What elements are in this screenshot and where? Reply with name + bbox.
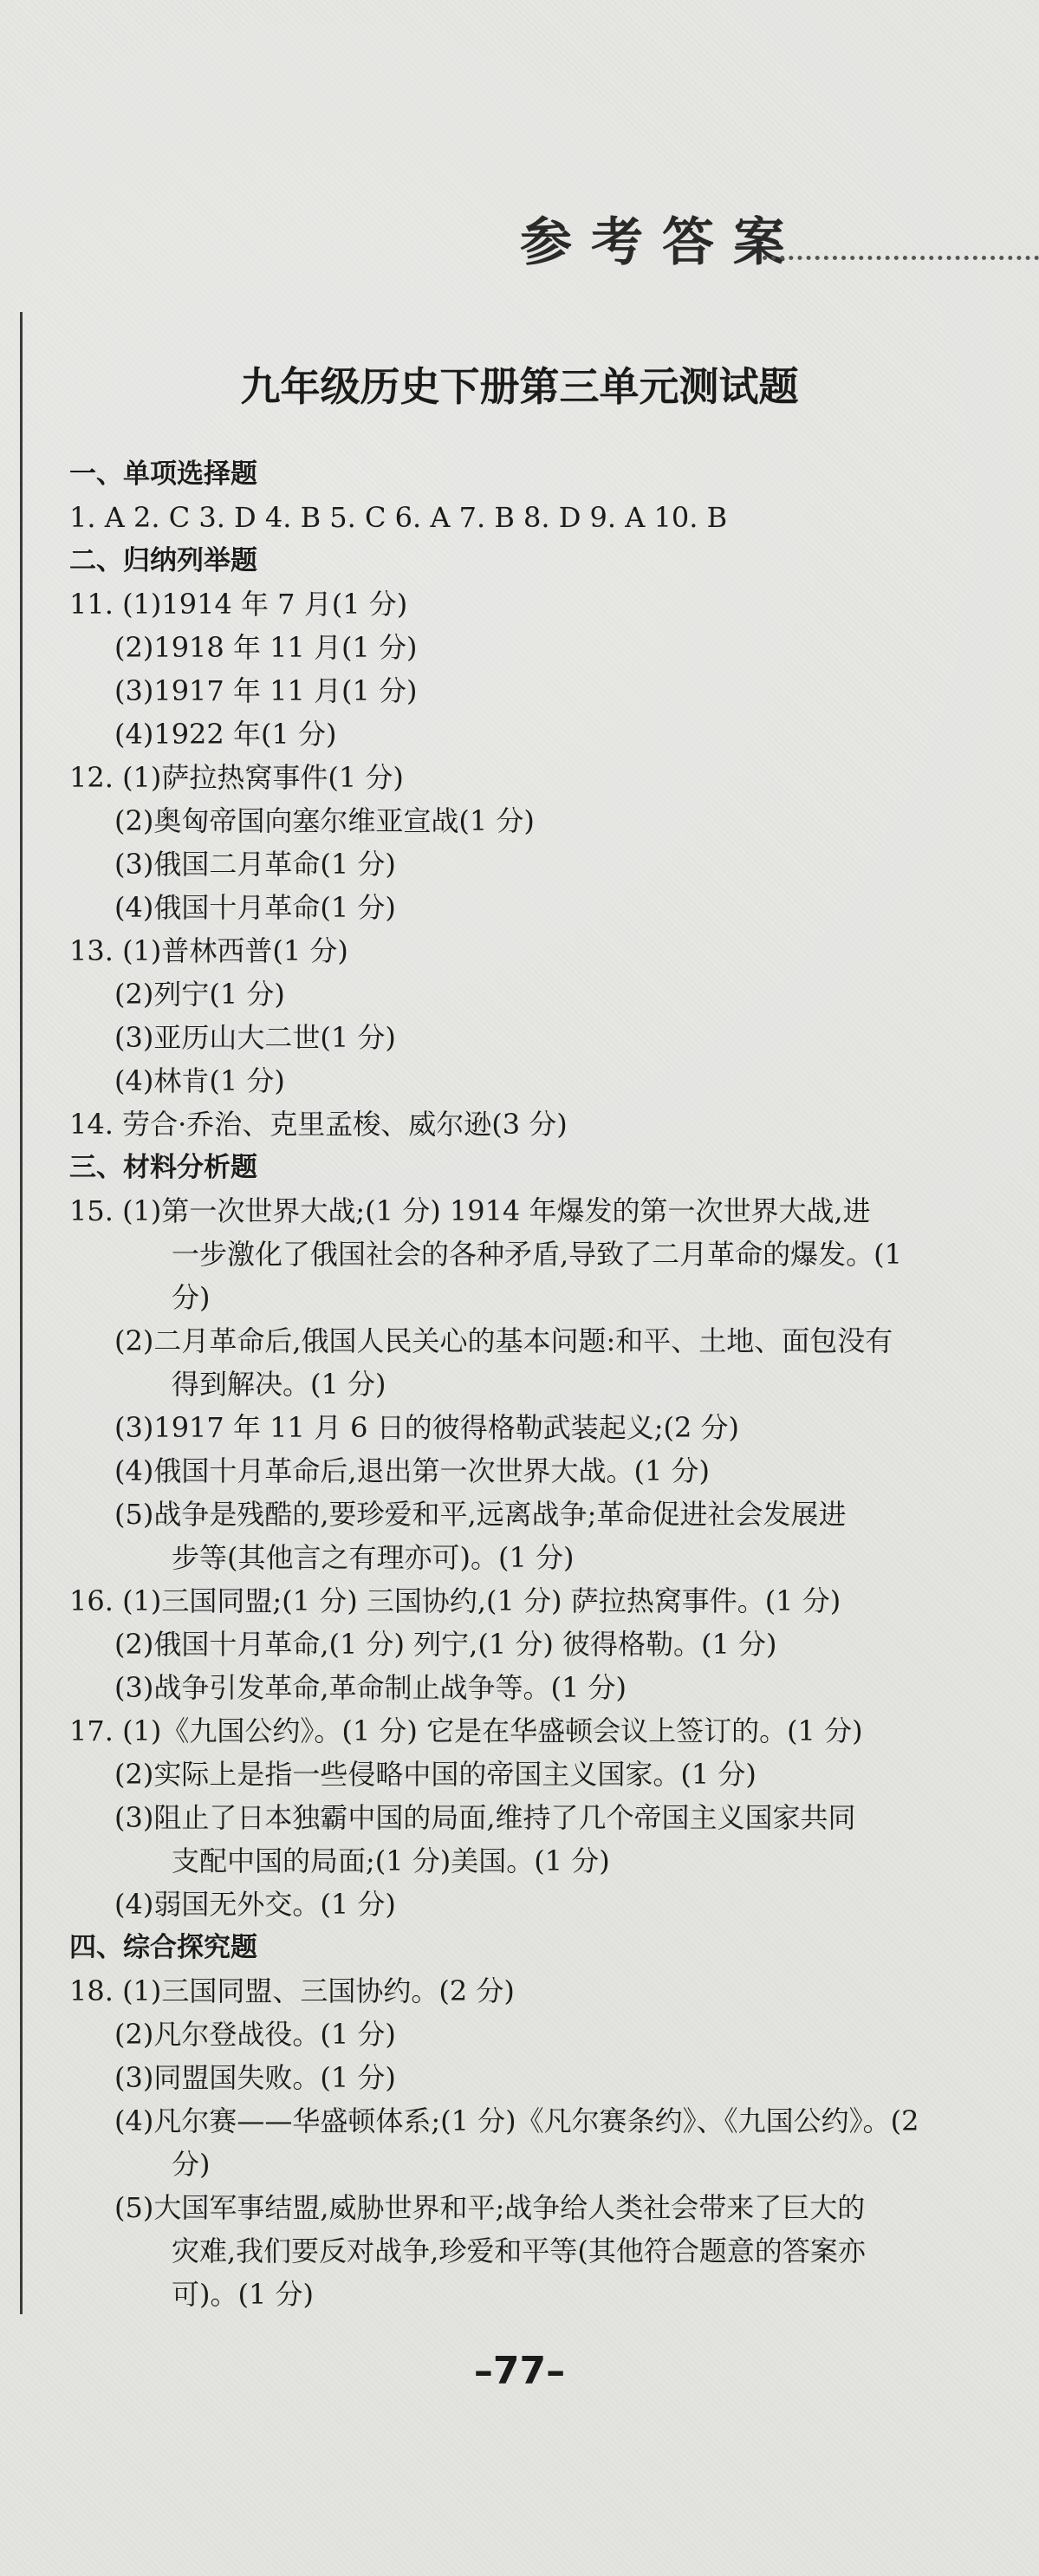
answer-line: 12. (1)萨拉热窝事件(1 分) [69,761,404,794]
answer-line: (2)奥匈帝国向塞尔维亚宣战(1 分) [114,804,535,837]
left-margin-rule [20,312,23,2314]
answer-line: 16. (1)三国同盟;(1 分) 三国协约,(1 分) 萨拉热窝事件。(1 分) [69,1584,841,1617]
answer-line: 1. A 2. C 3. D 4. B 5. C 6. A 7. B 8. D 9. A 10. B [69,501,728,534]
section-heading: 四、综合探究题 [69,1932,257,1963]
answer-line: 支配中国的局面;(1 分)美国。(1 分) [172,1844,610,1877]
answer-line: 18. (1)三国同盟、三国协约。(2 分) [69,1974,515,2007]
answer-line: (4)俄国十月革命后,退出第一次世界大战。(1 分) [114,1454,711,1487]
answer-line: (2)实际上是指一些侵略中国的帝国主义国家。(1 分) [114,1758,757,1791]
answer-line: (2)凡尔登战役。(1 分) [114,2018,396,2051]
answer-line: (3)阻止了日本独霸中国的局面,维持了几个帝国主义国家共同 [114,1801,856,1834]
answer-line: (2)1918 年 11 月(1 分) [114,631,418,664]
answer-line: 步等(其他言之有理亦可)。(1 分) [172,1541,575,1574]
answer-line: (2)俄国十月革命,(1 分) 列宁,(1 分) 彼得格勒。(1 分) [114,1628,777,1661]
answer-line: 11. (1)1914 年 7 月(1 分) [69,588,408,621]
answer-key-header: 参考答案 [520,212,804,273]
section-heading: 二、归纳列举题 [69,545,257,576]
answer-line: (5)大国军事结盟,威胁世界和平;战争给人类社会带来了巨大的 [114,2191,866,2224]
answer-line: (5)战争是残酷的,要珍爱和平,远离战争;革命促进社会发展进 [114,1498,847,1531]
answer-line: 14. 劳合·乔治、克里孟梭、威尔逊(3 分) [69,1108,568,1141]
answer-line: (3)战争引发革命,革命制止战争等。(1 分) [114,1671,627,1704]
section-heading: 一、单项选择题 [69,459,257,490]
answer-line: (2)列宁(1 分) [114,978,285,1011]
answer-line: (3)同盟国失败。(1 分) [114,2061,396,2094]
answer-line: (4)1922 年(1 分) [114,718,337,751]
document-title: 九年级历史下册第三单元测试题 [240,363,799,410]
answer-line: (2)二月革命后,俄国人民关心的基本问题:和平、土地、面包没有 [114,1324,893,1357]
answer-line: (4)弱国无外交。(1 分) [114,1888,396,1921]
answer-line: 分) [172,2148,211,2181]
answer-line: (3)俄国二月革命(1 分) [114,848,396,881]
answer-line: (4)林肯(1 分) [114,1064,285,1097]
answer-line: 13. (1)普林西普(1 分) [69,934,348,967]
answer-content [69,452,988,2316]
answer-line: 一步激化了俄国社会的各种矛盾,导致了二月革命的爆发。(1 [172,1238,903,1271]
page-number: –77– [473,2349,566,2393]
answer-line: 可)。(1 分) [172,2278,314,2311]
answer-line: (3)1917 年 11 月(1 分) [114,674,418,707]
answer-line: 17. (1)《九国公约》。(1 分) 它是在华盛顿会议上签订的。(1 分) [69,1714,863,1747]
answer-line: 灾难,我们要反对战争,珍爱和平等(其他符合题意的答案亦 [172,2234,866,2267]
answer-line: 得到解决。(1 分) [172,1368,386,1401]
header-dotted-rule [763,256,1039,260]
answer-line: (3)1917 年 11 月 6 日的彼得格勒武装起义;(2 分) [114,1411,739,1444]
answer-line: (3)亚历山大二世(1 分) [114,1021,396,1054]
answer-line: (4)凡尔赛——华盛顿体系;(1 分)《凡尔赛条约》、《九国公约》。(2 [114,2104,919,2137]
section-heading: 三、材料分析题 [69,1152,257,1183]
answer-line: 分) [172,1281,211,1314]
answer-line: 15. (1)第一次世界大战;(1 分) 1914 年爆发的第一次世界大战,进 [69,1194,871,1227]
answer-line: (4)俄国十月革命(1 分) [114,891,396,924]
